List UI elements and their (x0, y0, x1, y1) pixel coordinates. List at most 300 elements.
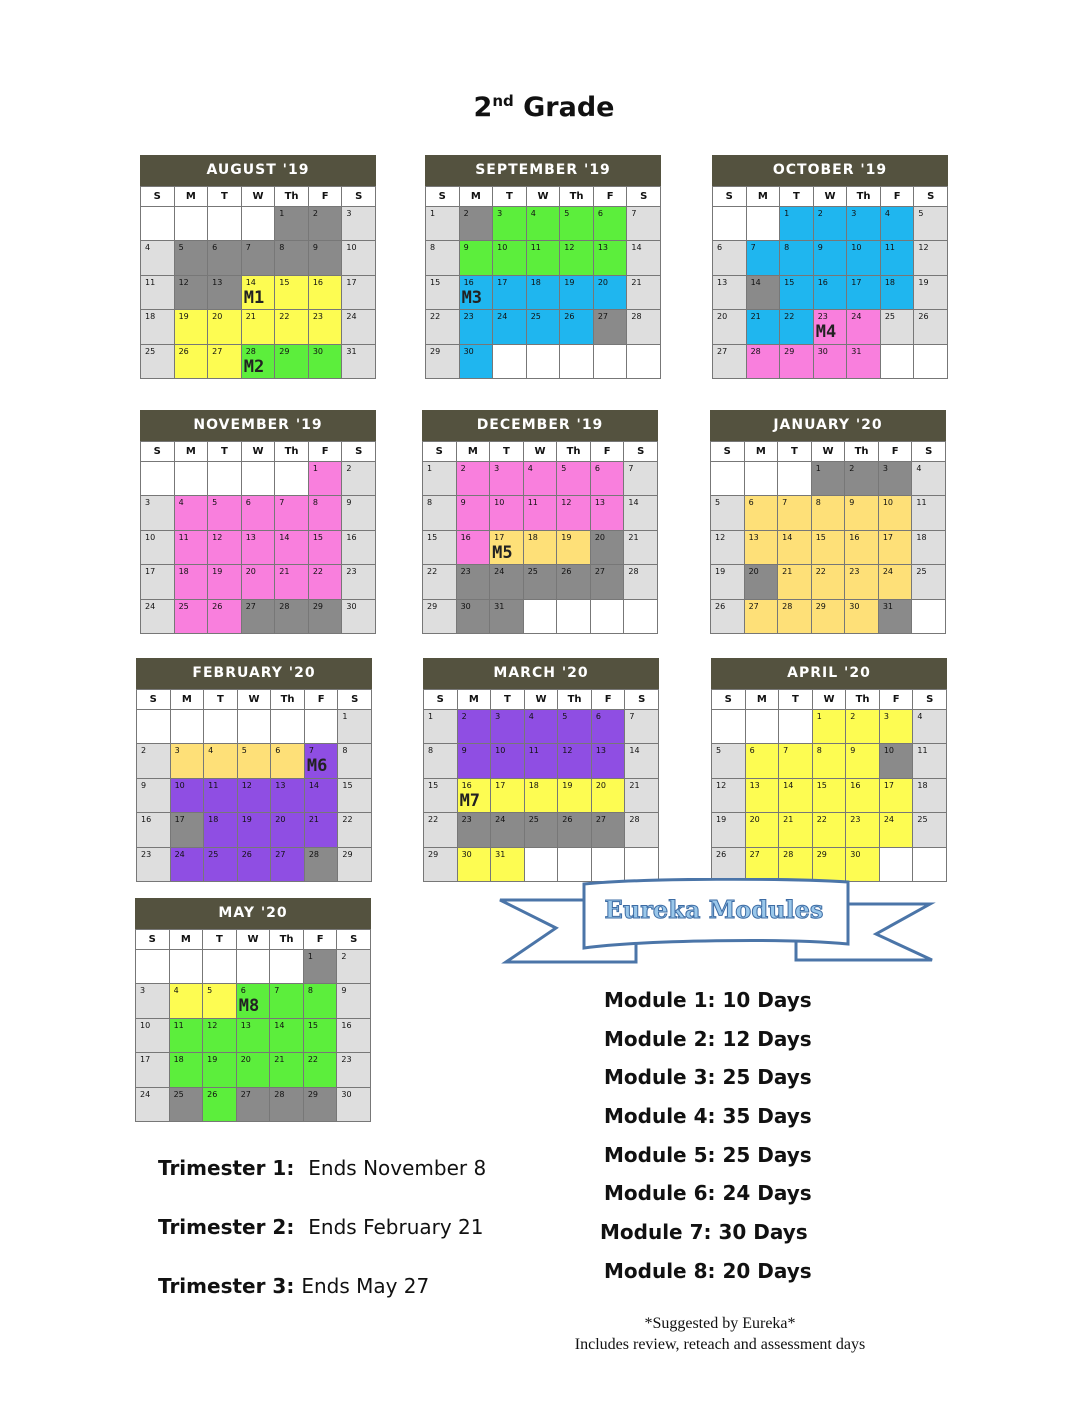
day-number: 9 (817, 243, 823, 253)
day-cell (745, 496, 779, 530)
day-number: 12 (564, 243, 575, 253)
day-cell (847, 310, 881, 344)
day-number: 23 (341, 1055, 352, 1065)
day-number: 5 (564, 209, 570, 218)
weekday-label: S (337, 930, 371, 950)
day-cell (275, 241, 309, 275)
day-cell (779, 744, 813, 778)
day-number: 12 (716, 780, 727, 790)
month-grid (140, 186, 376, 379)
weekday-label: W (813, 690, 847, 710)
weekday-label: W (242, 442, 276, 462)
day-number: 25 (917, 815, 928, 825)
day-cell (627, 241, 661, 275)
day-number: 11 (884, 243, 896, 253)
day-cell (594, 207, 628, 241)
day-number: 30 (460, 601, 471, 611)
weekday-label: S (141, 442, 175, 462)
day-cell (457, 600, 491, 634)
day-number: 10 (494, 498, 505, 508)
day-number: 28 (783, 849, 794, 859)
day-cell (746, 813, 780, 847)
calendar-month (425, 155, 661, 379)
day-number: 17 (140, 1055, 151, 1065)
day-number: 29 (342, 849, 353, 859)
weekday-label: S (342, 442, 376, 462)
day-cell (208, 600, 242, 634)
day-number: 30 (341, 1089, 352, 1099)
day-cell (337, 950, 371, 984)
day-cell (560, 207, 594, 241)
day-number: 30 (463, 346, 474, 356)
weekday-label: T (208, 187, 242, 207)
day-number: 27 (717, 346, 728, 356)
day-cell (624, 565, 658, 599)
day-number: 22 (427, 567, 438, 577)
module-start-mark: M8 (238, 996, 260, 1017)
day-number: 19 (212, 567, 223, 577)
day-cell (242, 600, 276, 634)
day-cell (493, 310, 527, 344)
day-cell (491, 710, 525, 744)
day-number: 27 (748, 601, 759, 611)
day-cell (136, 984, 170, 1018)
weekday-label: Th (275, 442, 309, 462)
day-cell (423, 496, 457, 530)
weekday-label: S (625, 690, 659, 710)
weekday-label: F (304, 930, 338, 950)
day-cell (141, 600, 175, 634)
day-number: 27 (240, 1089, 251, 1099)
day-cell (713, 345, 747, 379)
empty-cell (594, 345, 628, 379)
day-cell (342, 241, 376, 275)
weekday-label: T (208, 442, 242, 462)
day-cell (558, 710, 592, 744)
day-number: 19 (562, 780, 573, 790)
empty-cell (778, 462, 812, 496)
day-number: 25 (173, 1089, 184, 1099)
day-number: 23 (346, 567, 357, 577)
day-cell (170, 1053, 204, 1087)
day-cell (305, 744, 339, 778)
day-cell (846, 744, 880, 778)
day-cell (881, 276, 915, 310)
day-cell (342, 531, 376, 565)
day-number: 29 (279, 346, 290, 356)
day-cell (309, 496, 343, 530)
day-number: 11 (208, 780, 219, 790)
day-number: 26 (178, 346, 189, 356)
day-number: 18 (527, 532, 538, 542)
day-number: 19 (178, 312, 189, 322)
day-cell (713, 241, 747, 275)
day-number: 28 (279, 601, 290, 611)
day-cell (812, 565, 846, 599)
day-number: 9 (312, 243, 318, 253)
day-cell (879, 531, 913, 565)
day-number: 4 (527, 464, 533, 473)
day-number: 21 (274, 1055, 285, 1065)
day-cell (275, 207, 309, 241)
day-number: 8 (816, 746, 822, 756)
day-number: 10 (346, 243, 357, 253)
empty-cell (271, 710, 305, 744)
day-number: 24 (346, 312, 357, 322)
day-number: 17 (882, 532, 894, 542)
day-number: 18 (178, 567, 189, 577)
empty-cell (242, 207, 276, 241)
day-number: 2 (463, 209, 469, 218)
day-cell (342, 496, 376, 530)
ribbon-banner (496, 878, 936, 970)
day-cell (460, 276, 494, 310)
day-cell (238, 848, 272, 882)
day-cell (592, 779, 626, 813)
day-cell (309, 565, 343, 599)
day-number: 26 (715, 601, 726, 611)
day-cell (238, 744, 272, 778)
day-cell (557, 531, 591, 565)
day-cell (460, 345, 494, 379)
day-number: 6 (597, 209, 603, 218)
empty-cell (204, 710, 238, 744)
month-grid (135, 929, 371, 1122)
day-cell (309, 345, 343, 379)
month-header: FEBRUARY '20 (136, 658, 372, 689)
day-cell (880, 744, 914, 778)
day-number: 27 (212, 346, 223, 356)
day-number: 14 (279, 532, 290, 542)
day-cell (560, 276, 594, 310)
day-number: 19 (918, 277, 929, 287)
day-cell (527, 241, 561, 275)
day-number: 30 (849, 601, 860, 611)
month-header: DECEMBER '19 (422, 410, 658, 441)
empty-cell (560, 345, 594, 379)
day-cell (424, 813, 458, 847)
day-number: 2 (850, 712, 856, 721)
day-cell (525, 779, 559, 813)
empty-cell (208, 462, 242, 496)
day-number: 27 (597, 312, 609, 322)
day-number: 12 (207, 1020, 218, 1030)
weekday-label: F (591, 442, 625, 462)
day-number: 5 (716, 746, 722, 756)
day-cell (304, 984, 338, 1018)
day-cell (237, 1019, 271, 1053)
day-number: 21 (783, 815, 794, 825)
day-cell (847, 241, 881, 275)
day-cell (780, 241, 814, 275)
day-cell (847, 207, 881, 241)
day-number: 7 (279, 498, 285, 508)
day-number: 24 (882, 567, 894, 577)
day-number: 24 (494, 567, 505, 577)
day-cell (242, 496, 276, 530)
day-number: 28 (628, 567, 639, 577)
day-cell (457, 531, 491, 565)
day-cell (426, 345, 460, 379)
day-number: 17 (497, 277, 508, 287)
day-cell (342, 345, 376, 379)
day-cell (557, 462, 591, 496)
day-cell (304, 1053, 338, 1087)
month-header: MARCH '20 (423, 658, 659, 689)
day-cell (175, 600, 209, 634)
day-number: 6 (595, 712, 601, 721)
day-number: 16 (341, 1020, 352, 1030)
day-number: 7 (629, 712, 635, 721)
day-cell (337, 984, 371, 1018)
day-number: 4 (528, 712, 534, 721)
day-cell (558, 779, 592, 813)
day-number: 5 (241, 746, 247, 756)
day-number: 23 (460, 567, 471, 577)
day-cell (424, 779, 458, 813)
day-cell (491, 779, 525, 813)
day-cell (175, 565, 209, 599)
day-number: 21 (750, 312, 761, 322)
module-start-mark: M1 (243, 287, 265, 308)
day-number: 11 (916, 498, 927, 508)
day-cell (746, 848, 780, 882)
day-cell (458, 779, 492, 813)
day-cell (594, 310, 628, 344)
month-header: SEPTEMBER '19 (425, 155, 661, 186)
day-number: 12 (918, 243, 929, 253)
day-cell (780, 310, 814, 344)
weekday-label: S (141, 187, 175, 207)
day-number: 15 (430, 277, 441, 287)
day-cell (275, 496, 309, 530)
weekday-label: S (424, 690, 458, 710)
day-cell (203, 1088, 237, 1122)
day-cell (426, 276, 460, 310)
day-number: 22 (430, 312, 441, 322)
weekday-label: W (525, 690, 559, 710)
day-cell (780, 207, 814, 241)
day-cell (813, 779, 847, 813)
day-number: 7 (782, 498, 788, 508)
empty-cell (175, 207, 209, 241)
day-number: 24 (851, 312, 862, 322)
day-cell (527, 207, 561, 241)
weekday-label: S (914, 187, 948, 207)
weekday-label: F (881, 187, 915, 207)
empty-cell (627, 345, 661, 379)
day-number: 3 (346, 209, 352, 218)
day-number: 3 (145, 498, 151, 508)
day-cell (778, 600, 812, 634)
day-number: 18 (173, 1055, 184, 1065)
day-cell (424, 710, 458, 744)
day-number: 21 (308, 815, 320, 825)
calendar-month (712, 155, 948, 379)
day-number: 20 (597, 277, 609, 287)
day-number: 1 (816, 712, 822, 721)
day-cell (271, 848, 305, 882)
day-number: 16 (849, 532, 860, 542)
day-cell (423, 531, 457, 565)
day-cell (242, 241, 276, 275)
day-number: 21 (628, 532, 639, 542)
day-number: 6 (717, 243, 723, 253)
day-cell (711, 531, 745, 565)
day-cell (426, 241, 460, 275)
day-number: 29 (815, 601, 826, 611)
day-number: 21 (279, 567, 290, 577)
day-cell (171, 848, 205, 882)
day-number: 1 (312, 464, 318, 473)
day-cell (779, 848, 813, 882)
day-cell (137, 744, 171, 778)
day-cell (712, 744, 746, 778)
day-cell (141, 345, 175, 379)
month-grid (712, 186, 948, 379)
day-number: 3 (140, 986, 146, 996)
day-cell (914, 241, 948, 275)
day-number: 19 (561, 532, 572, 542)
day-cell (237, 1088, 271, 1122)
day-number: 16 (460, 532, 471, 542)
weekday-label: T (780, 187, 814, 207)
day-number: 27 (594, 567, 606, 577)
day-number: 11 (145, 277, 156, 287)
day-cell (713, 310, 747, 344)
day-number: 20 (749, 815, 760, 825)
day-cell (524, 462, 558, 496)
day-number: 3 (494, 464, 500, 473)
day-cell (745, 600, 779, 634)
day-cell (171, 779, 205, 813)
day-number: 22 (784, 312, 795, 322)
day-number: 16 (461, 780, 472, 790)
day-cell (846, 848, 880, 882)
calendar-month (140, 410, 376, 634)
day-cell (208, 241, 242, 275)
day-number: 13 (749, 780, 760, 790)
day-number: 6 (275, 746, 281, 756)
day-cell (527, 276, 561, 310)
day-cell (527, 310, 561, 344)
day-number: 23 (849, 567, 860, 577)
day-cell (204, 848, 238, 882)
day-cell (460, 207, 494, 241)
day-cell (208, 531, 242, 565)
day-number: 22 (815, 567, 826, 577)
day-cell (712, 813, 746, 847)
footnote-line: Includes review, reteach and assessment days (574, 1336, 866, 1353)
month-grid (423, 689, 659, 882)
day-number: 27 (275, 849, 286, 859)
empty-cell (137, 710, 171, 744)
day-cell (493, 207, 527, 241)
module-item: Module 2: 12 Days (604, 1026, 812, 1051)
day-cell (814, 241, 848, 275)
day-cell (491, 848, 525, 882)
day-cell (913, 813, 947, 847)
empty-cell (745, 462, 779, 496)
day-cell (711, 565, 745, 599)
day-number: 19 (207, 1055, 218, 1065)
day-number: 9 (346, 498, 352, 508)
month-header: AUGUST '19 (140, 155, 376, 186)
module-item: Module 3: 25 Days (604, 1065, 812, 1090)
day-number: 1 (815, 464, 821, 473)
day-cell (594, 276, 628, 310)
calendar-month (140, 155, 376, 379)
weekday-label: S (913, 690, 947, 710)
day-number: 9 (850, 746, 856, 756)
day-cell (304, 1088, 338, 1122)
day-cell (342, 276, 376, 310)
weekday-label: F (594, 187, 628, 207)
day-number: 25 (530, 312, 541, 322)
day-number: 5 (561, 464, 567, 473)
weekday-label: Th (560, 187, 594, 207)
module-start-mark: M2 (243, 356, 265, 377)
day-number: 20 (748, 567, 759, 577)
day-number: 2 (346, 464, 352, 473)
day-number: 22 (428, 815, 439, 825)
weekday-label: S (624, 442, 658, 462)
empty-cell (711, 462, 745, 496)
day-number: 16 (141, 815, 152, 825)
day-number: 8 (430, 243, 436, 253)
day-cell (141, 241, 175, 275)
day-number: 3 (174, 746, 180, 756)
day-number: 2 (341, 952, 347, 961)
day-cell (337, 1088, 371, 1122)
month-header: OCTOBER '19 (712, 155, 948, 186)
day-number: 17 (145, 567, 156, 577)
empty-cell (747, 207, 781, 241)
day-number: 7 (245, 243, 251, 253)
day-number: 17 (495, 780, 506, 790)
weekday-label: W (242, 187, 276, 207)
day-number: 14 (274, 1020, 285, 1030)
module-item: Module 8: 20 Days (604, 1258, 812, 1283)
day-number: 31 (494, 601, 505, 611)
day-cell (813, 710, 847, 744)
month-grid (425, 186, 661, 379)
day-cell (305, 813, 339, 847)
day-number: 30 (850, 849, 861, 859)
day-cell (779, 779, 813, 813)
day-cell (814, 345, 848, 379)
day-cell (204, 779, 238, 813)
day-number: 13 (275, 780, 286, 790)
day-number: 22 (279, 312, 290, 322)
module-start-mark: M5 (492, 542, 513, 563)
weekday-label: S (711, 442, 745, 462)
day-number: 19 (715, 567, 726, 577)
day-number: 30 (817, 346, 828, 356)
day-cell (237, 1053, 271, 1087)
day-cell (137, 779, 171, 813)
day-cell (912, 565, 946, 599)
day-number: 1 (784, 209, 790, 218)
day-number: 18 (208, 815, 219, 825)
day-cell (242, 276, 276, 310)
empty-cell (881, 345, 915, 379)
day-number: 24 (174, 849, 185, 859)
day-number: 27 (595, 815, 607, 825)
day-cell (914, 207, 948, 241)
day-cell (624, 496, 658, 530)
day-number: 10 (174, 780, 185, 790)
